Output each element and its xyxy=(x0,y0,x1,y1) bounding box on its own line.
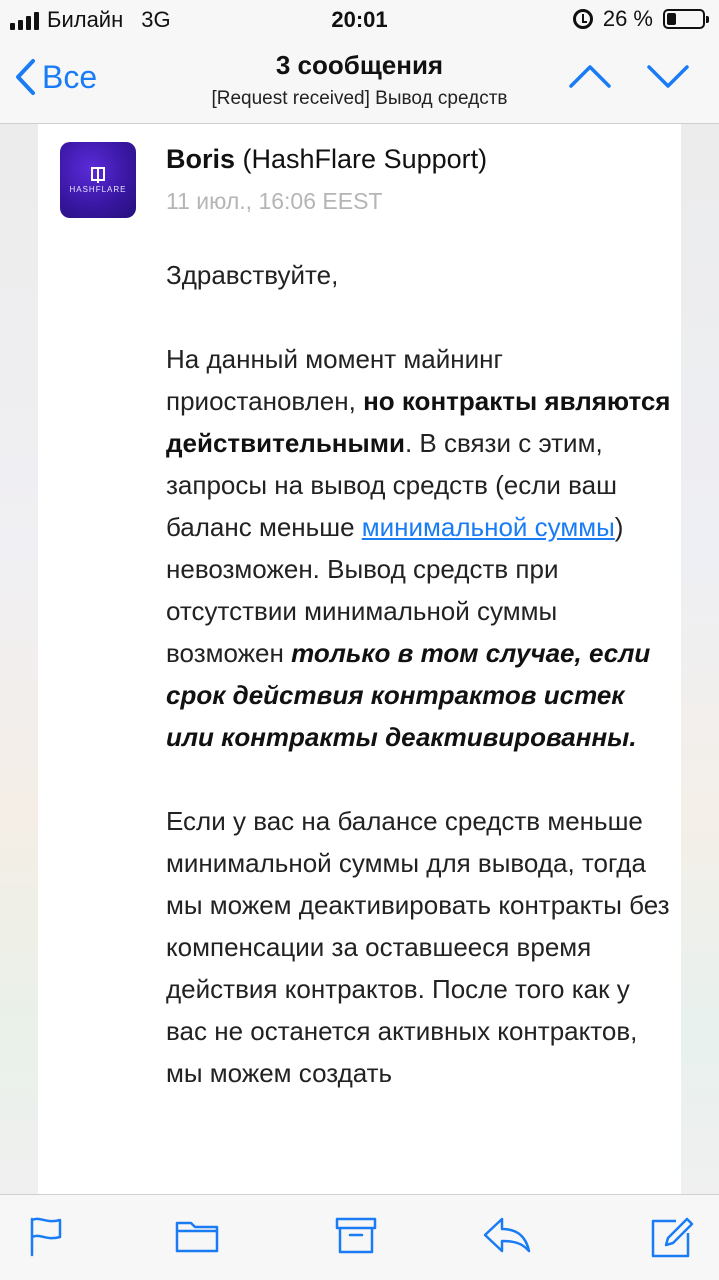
paragraph-2: Если у вас на балансе средств меньше минимальной суммы для вывода, тогда мы можем деактивировать контракты без компенсации за оставшееся время действия контрактов. После того как у вас не останется активных контрактов, мы можем создать xyxy=(166,806,670,1088)
sender[interactable] xyxy=(166,144,487,175)
hashflare-logo-icon xyxy=(91,167,105,181)
sender-org: (HashFlare Support) xyxy=(235,144,488,174)
carrier-label: Билайн xyxy=(47,7,124,32)
avatar-text: HASHFLARE xyxy=(69,184,127,194)
previous-message-button[interactable] xyxy=(568,62,612,95)
p1-text-a: На данный момент майнинг приостановлен, xyxy=(166,344,503,416)
status-bar xyxy=(0,0,719,40)
greeting: Здравствуйте, xyxy=(166,260,339,290)
right-margin xyxy=(681,124,719,1194)
flag-button[interactable] xyxy=(28,1215,64,1262)
archive-icon xyxy=(334,1215,378,1255)
status-right xyxy=(573,6,705,32)
chevron-down-icon xyxy=(646,62,690,90)
status-time: 20:01 xyxy=(331,7,388,32)
avatar[interactable] xyxy=(60,142,136,218)
back-label: Все xyxy=(42,58,98,95)
left-margin xyxy=(0,124,38,1194)
p1-text-c: ) невозможен. Вывод средств при отсутствии минимальной суммы возможен xyxy=(166,512,624,668)
nav-bar xyxy=(0,40,719,124)
bottom-toolbar xyxy=(0,1194,719,1280)
p1-bold-italic: только в том случае, если срок действия контрактов истек или контракты деактивированны. xyxy=(166,638,651,752)
message-date: 11 июл., 16:06 EEST xyxy=(166,188,383,214)
move-to-folder-button[interactable] xyxy=(174,1215,220,1260)
battery-percent: 26 % xyxy=(602,6,653,31)
compose-icon xyxy=(650,1215,694,1259)
paragraph-1 xyxy=(166,338,676,758)
reply-icon xyxy=(482,1215,532,1255)
p1-text-b: . В связи с этим, запросы на вывод средств (если ваш баланс меньше xyxy=(166,428,617,542)
network-label: 3G xyxy=(141,7,171,32)
p1-bold: но контракты являются действительными xyxy=(166,386,671,458)
folder-icon xyxy=(174,1215,220,1255)
message-view[interactable] xyxy=(38,124,681,1194)
battery-icon xyxy=(663,9,705,29)
flag-icon xyxy=(28,1215,64,1257)
sender-name: Boris xyxy=(166,144,236,174)
alarm-icon xyxy=(573,9,593,29)
next-message-button[interactable] xyxy=(646,62,690,95)
thread-subject: [Request received] Вывод средств xyxy=(211,88,508,109)
message-body xyxy=(166,254,676,1136)
minimum-sum-link[interactable]: минимальной суммы xyxy=(361,512,615,542)
reply-button[interactable] xyxy=(482,1215,532,1260)
archive-button[interactable] xyxy=(334,1215,378,1260)
chevron-up-icon xyxy=(568,62,612,90)
thread-title: 3 сообщения xyxy=(275,50,444,80)
compose-button[interactable] xyxy=(650,1215,694,1264)
